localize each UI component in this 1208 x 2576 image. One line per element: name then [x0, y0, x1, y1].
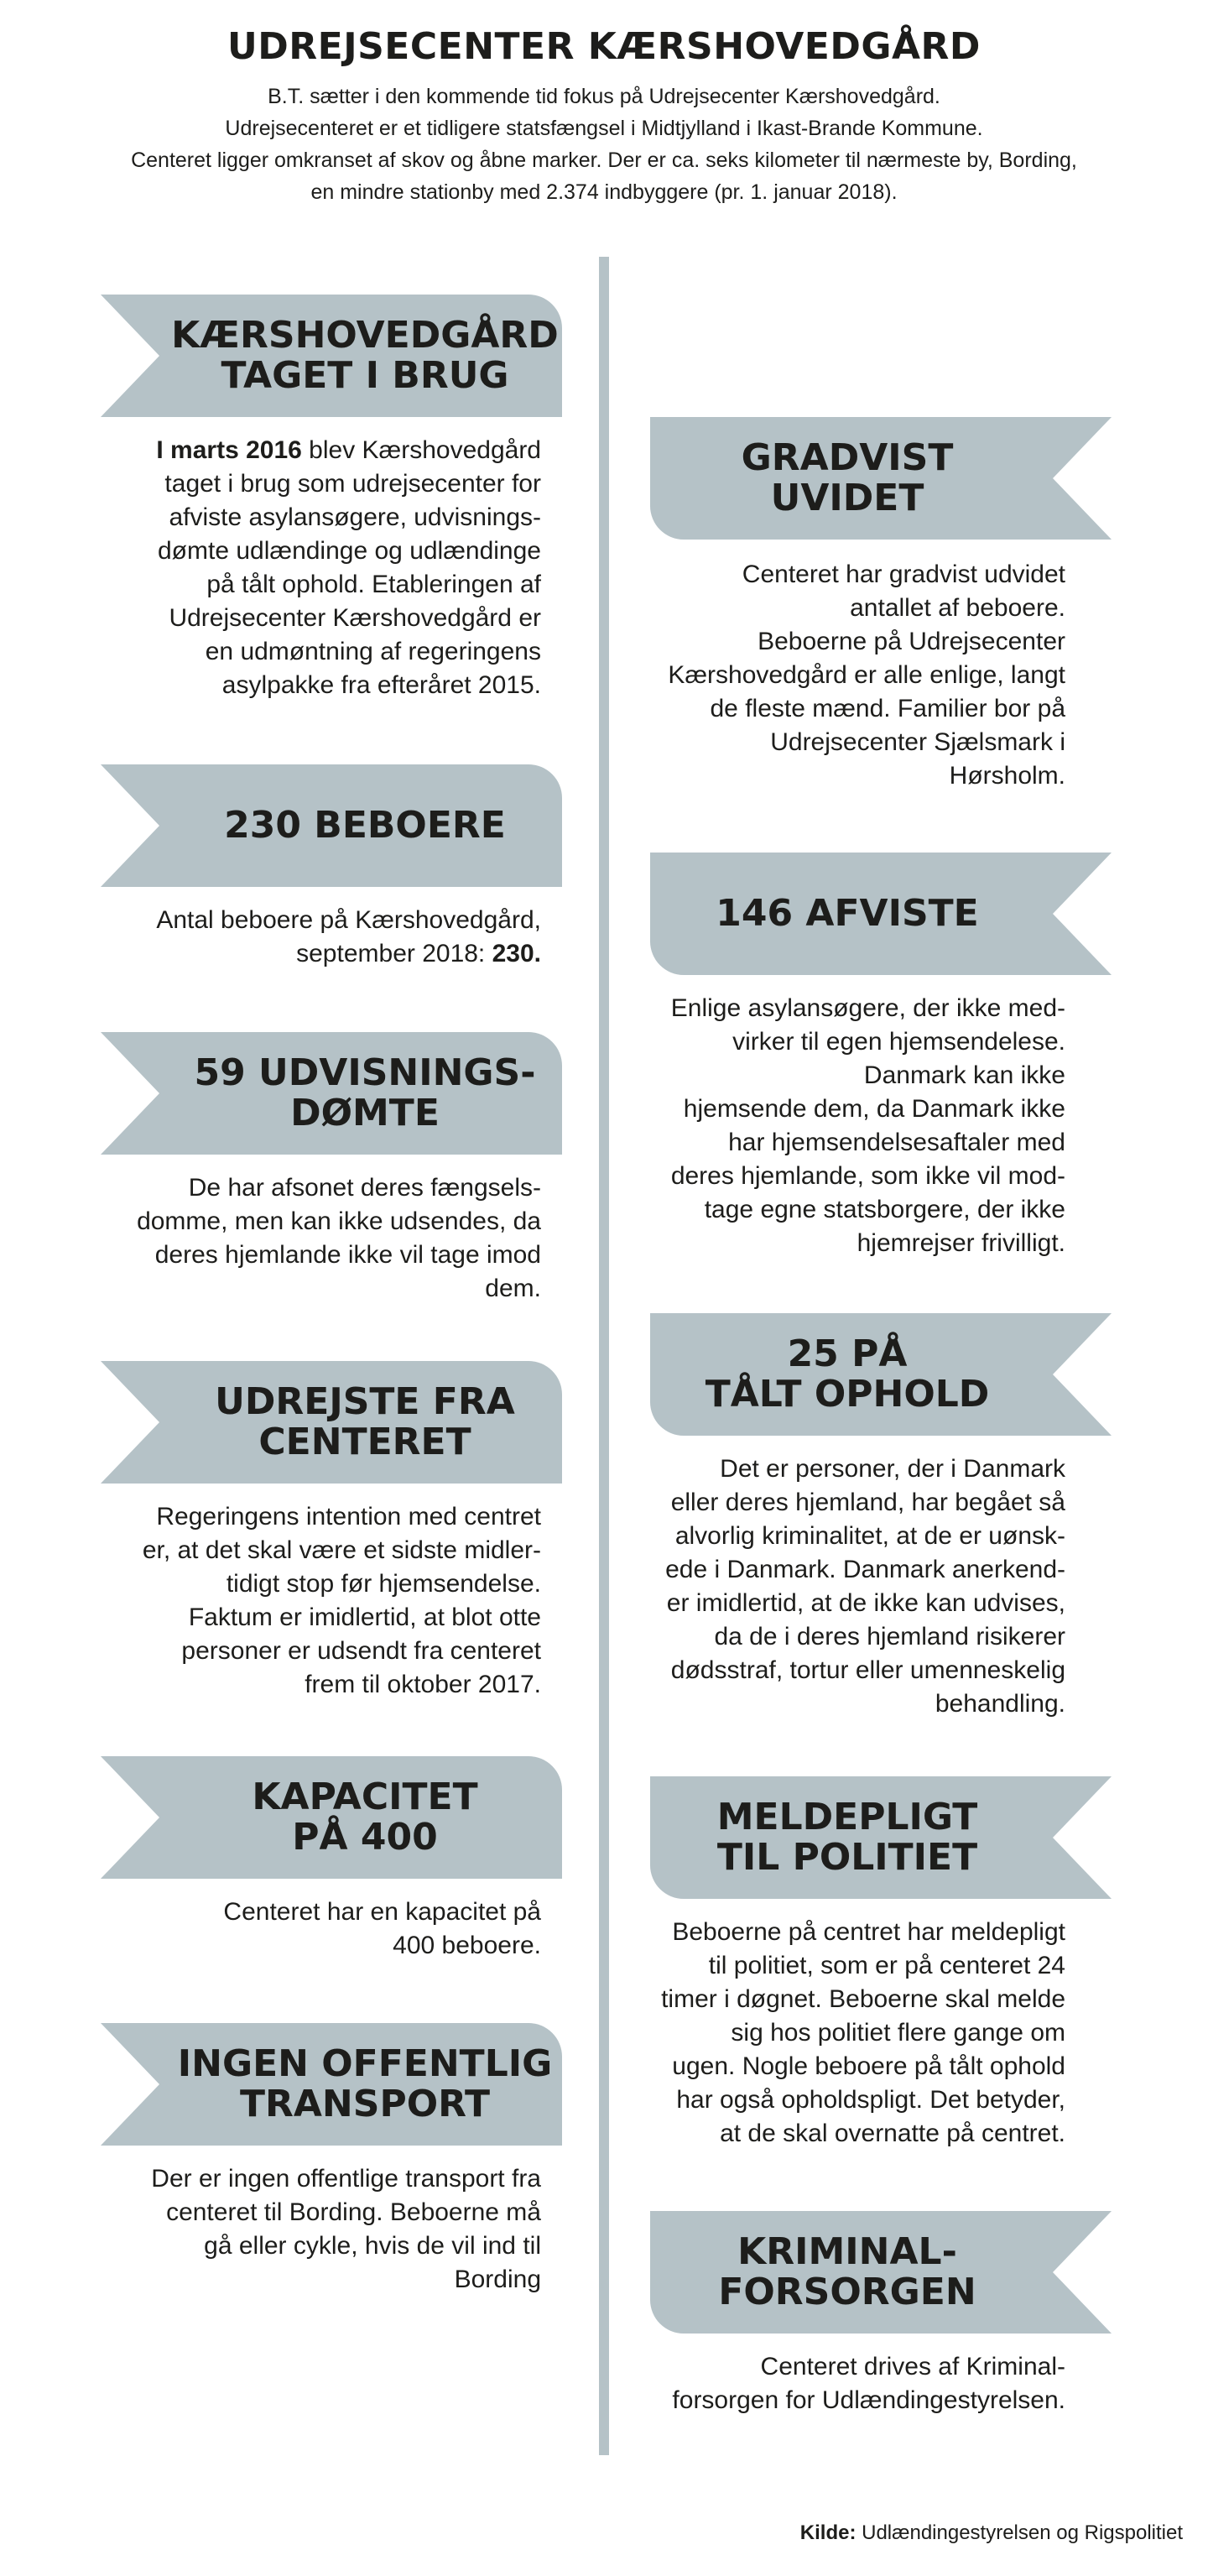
- body-line: deres hjemlande, som ikke vil mod-: [670, 1162, 1065, 1190]
- body-line: Udrejsecenter Kærshovedgård er: [169, 604, 541, 632]
- body-line: er, at det skal være et sidste midler-: [142, 1536, 541, 1564]
- body-line: ede i Danmark. Danmark anerkend-: [665, 1556, 1065, 1583]
- body-line: til politiet, som er på centeret 24: [708, 1952, 1065, 1979]
- body-line: antallet af beboere.: [850, 594, 1065, 622]
- body-line: på tålt ophold. Etableringen af: [206, 571, 541, 598]
- banner-kriminalforsorgen: [650, 2211, 1112, 2334]
- body-line: personer er udsendt fra centeret: [181, 1637, 541, 1665]
- banner-udvisningsdomte: [101, 1032, 562, 1155]
- banner-heading-line: FORSORGEN: [718, 2271, 976, 2313]
- banner-meldepligt: [650, 1776, 1112, 1899]
- banner-heading-line: 230 BEBOERE: [224, 804, 506, 847]
- body-line: Danmark kan ikke: [863, 1061, 1065, 1089]
- body-line: frem til oktober 2017.: [305, 1671, 541, 1698]
- banner-heading-line: CENTERET: [258, 1421, 471, 1463]
- body-line: domme, men kan ikke udsendes, da: [137, 1207, 541, 1235]
- banner-heading-line: 25 PÅ: [787, 1332, 908, 1375]
- banner-heading-line: PÅ 400: [292, 1816, 438, 1859]
- banner-heading-line: 59 UDVISNINGS-: [194, 1051, 536, 1094]
- body-line: virker til egen hjemsendelese.: [732, 1028, 1065, 1056]
- banner-heading-line: KRIMINAL-: [737, 2230, 957, 2273]
- intro-line: B.T. sætter i den kommende tid fokus på Udrejsecenter Kærshovedgård.: [268, 85, 940, 108]
- body-line: Beboerne på centret har meldepligt: [672, 1918, 1065, 1946]
- text-230-beboere: [71, 904, 541, 971]
- body-line: dødsstraf, tortur eller umenneskelig: [670, 1656, 1065, 1684]
- body-line: Kærshovedgård er alle enlige, langt: [668, 661, 1065, 689]
- body-line: at de skal overnatte på centret.: [720, 2120, 1065, 2147]
- banner-heading-line: UDREJSTE FRA: [215, 1380, 515, 1423]
- body-line: Det er personer, der i Danmark: [720, 1455, 1065, 1483]
- body-line: forsorgen for Udlændingestyrelsen.: [672, 2386, 1065, 2414]
- banner-heading-line: TIL POLITIET: [716, 1836, 978, 1879]
- text-146-afviste: [596, 992, 1065, 1260]
- page-title: UDREJSECENTER KÆRSHOVEDGÅRD: [227, 25, 981, 68]
- banner-heading-line: TRANSPORT: [239, 2083, 491, 2125]
- body-line: deres hjemlande ikke vil tage imod: [154, 1241, 541, 1269]
- text-kriminalforsorgen: [596, 2350, 1065, 2417]
- body-line: De har afsonet deres fængsels-: [188, 1174, 541, 1202]
- body-line: Centeret drives af Kriminal-: [760, 2353, 1065, 2380]
- banner-heading-line: INGEN OFFENTLIG: [177, 2042, 553, 2085]
- body-line: Enlige asylansøgere, der ikke med-: [670, 994, 1065, 1022]
- banner-heading-line: MELDEPLIGT: [716, 1796, 978, 1838]
- body-line: hjemrejser frivilligt.: [857, 1229, 1065, 1257]
- body-line: Centeret har en kapacitet på: [223, 1898, 541, 1926]
- banner-heading-line: KÆRSHOVEDGÅRD: [171, 314, 559, 357]
- text-taget-i-brug: [71, 434, 541, 702]
- body-line: Faktum er imidlertid, at blot otte: [188, 1603, 541, 1631]
- body-line: 400 beboere.: [393, 1932, 541, 1959]
- body-line: Hørsholm.: [949, 762, 1065, 790]
- body-line: gå eller cykle, hvis de vil ind til: [204, 2232, 541, 2260]
- body-line: Bording: [454, 2266, 541, 2293]
- banner-transport: [101, 2023, 562, 2146]
- intro-line: Centeret ligger omkranset af skov og åbne marker. Der er ca. seks kilometer til nærmeste by, Bording,: [131, 149, 1077, 172]
- intro-line: Udrejsecenteret er et tidligere statsfængsel i Midtjylland i Ikast-Brande Kommune.: [225, 117, 983, 140]
- body-line: timer i døgnet. Beboerne skal melde: [661, 1985, 1065, 2013]
- body-line: tage egne statsborgere, der ikke: [704, 1196, 1065, 1223]
- banner-146-afviste: [650, 853, 1112, 975]
- body-line: tidigt stop før hjemsendelse.: [226, 1570, 541, 1598]
- text-kapacitet: [71, 1895, 541, 1963]
- body-line: Udrejsecenter Sjælsmark i: [770, 728, 1065, 756]
- banner-heading-line: DØMTE: [290, 1092, 440, 1134]
- body-line: Centeret har gradvist udvidet: [742, 561, 1065, 588]
- text-transport: [71, 2162, 541, 2297]
- body-line: dem.: [485, 1275, 541, 1302]
- banner-heading-line: 146 AFVISTE: [716, 892, 979, 935]
- body-line: afviste asylansøgere, udvisnings-: [169, 503, 541, 531]
- banner-230-beboere: [101, 764, 562, 887]
- body-line: sig hos politiet flere gange om: [731, 2019, 1065, 2047]
- body-line: blev Kærshovedgård: [301, 436, 541, 464]
- body-line: har også opholdspligt. Det betyder,: [676, 2086, 1065, 2114]
- intro-line: en mindre stationby med 2.374 indbyggere (pr. 1. januar 2018).: [310, 180, 898, 204]
- body-line: Antal beboere på Kærshovedgård,: [156, 906, 541, 934]
- body-line: taget i brug som udrejsecenter for: [164, 470, 541, 498]
- body-line: Der er ingen offentlige transport fra: [151, 2165, 541, 2193]
- body-line: centeret til Bording. Beboerne må: [166, 2198, 541, 2226]
- source-label: Kilde:: [799, 2521, 857, 2544]
- lead-date: I marts 2016: [156, 436, 302, 464]
- source-credit: [800, 2521, 1183, 2545]
- text-udrejste: [71, 1500, 541, 1702]
- banner-heading-line: KAPACITET: [252, 1776, 478, 1818]
- body-line: dømte udlændinge og udlændinge: [158, 537, 541, 565]
- body-line: Regeringens intention med centret: [156, 1503, 541, 1530]
- body-line: en udmøntning af regeringens: [205, 638, 541, 665]
- body-line: alvorlig kriminalitet, at de er uønsk-: [674, 1522, 1065, 1550]
- banner-kapacitet: [101, 1756, 562, 1879]
- text-meldepligt: [596, 1916, 1065, 2151]
- banner-gradvist-udvidet: [650, 417, 1112, 540]
- banner-udrejste: [101, 1361, 562, 1484]
- body-line: eller deres hjemland, har begået så: [670, 1489, 1065, 1516]
- body-line: har hjemsendelsesaftaler med: [728, 1129, 1065, 1156]
- body-line: september 2018:: [296, 940, 492, 967]
- banner-heading-line: TAGET I BRUG: [221, 354, 509, 397]
- text-talt-ophold: [596, 1452, 1065, 1721]
- body-line: Beboerne på Udrejsecenter: [758, 628, 1065, 655]
- body-line: ugen. Nogle beboere på tålt ophold: [672, 2052, 1065, 2080]
- banner-talt-ophold: [650, 1313, 1112, 1436]
- banner-heading-line: GRADVIST UVIDET: [741, 436, 954, 519]
- body-line: er imidlertid, at de ikke kan udvises,: [666, 1589, 1065, 1617]
- intro-text: [50, 81, 1158, 208]
- source-text: Udlændingestyrelsen og Rigspolitiet: [856, 2521, 1183, 2544]
- body-line: de fleste mænd. Familier bor på: [710, 695, 1065, 722]
- text-udvisningsdomte: [71, 1171, 541, 1306]
- banner-heading-line: TÅLT OPHOLD: [705, 1373, 990, 1416]
- body-line: behandling.: [935, 1690, 1065, 1718]
- body-line: asylpakke fra efteråret 2015.: [221, 671, 541, 699]
- body-line: da de i deres hjemland risikerer: [714, 1623, 1065, 1650]
- banner-taget-i-brug: [101, 295, 562, 417]
- resident-count: 230.: [492, 940, 541, 967]
- text-gradvist-udvidet: [596, 558, 1065, 793]
- body-line: hjemsende dem, da Danmark ikke: [683, 1095, 1065, 1123]
